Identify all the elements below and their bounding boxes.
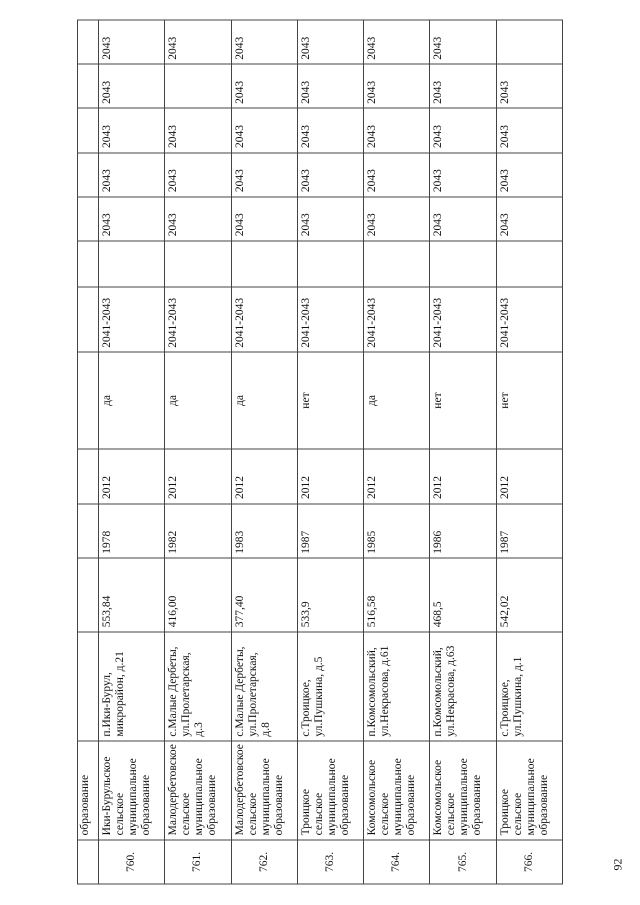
year-built-cell: 1978 [99,504,165,559]
year-col-5-cell [165,64,231,108]
area-cell: 377,40 [231,558,297,632]
table-body [78,20,563,884]
year-col-6-cell: 2043 [231,20,297,64]
table-row [231,20,297,884]
year-cell: 2012 [297,449,363,504]
period-cell: 2041-2043 [297,287,363,352]
year-col-4-cell: 2043 [99,108,165,152]
address-cell: п.Комсомольский, ул.Некрасова, д.63 [430,632,496,741]
municipality-cell: Троицкое сельское муниципальное образование [496,741,562,840]
period-cell: 2041-2043 [430,287,496,352]
table-row [165,20,231,884]
row-number: 764. [364,840,430,884]
area-cell: 516,58 [364,558,430,632]
year-col-4-cell: 2043 [430,108,496,152]
year-col-4-cell: 2043 [297,108,363,152]
address-cell: с.Малые Дербеты, ул.Пролетарская, д.3 [165,632,231,741]
year-col-2-cell: 2043 [231,197,297,241]
flag-cell: нет [496,352,562,449]
housing-table [77,20,563,885]
flag-cell: да [165,352,231,449]
year-cell: 2012 [99,449,165,504]
year-col-2-cell: 2043 [496,197,562,241]
year-col-4-cell: 2043 [496,108,562,152]
year-col-2-cell: 2043 [297,197,363,241]
year-col-2-cell: 2043 [165,197,231,241]
year-col-6-cell: 2043 [99,20,165,64]
year-built-cell: 1987 [496,504,562,559]
year-built-cell: 1987 [297,504,363,559]
year-col-1-cell [297,241,363,287]
year-col-1-cell [430,241,496,287]
year-col-4-cell: 2043 [364,108,430,152]
period-cell: 2041-2043 [496,287,562,352]
year-col-3-cell: 2043 [99,153,165,197]
municipality-cell: Малодербетовское сельское муниципальное образование [165,741,231,840]
table-row [297,20,363,884]
row-number: 760. [99,840,165,884]
year-col-5-cell: 2043 [496,64,562,108]
year-col-2-cell: 2043 [364,197,430,241]
year-col-6-cell: 2043 [297,20,363,64]
year-col-3-cell: 2043 [364,153,430,197]
year-col-6-cell: 2043 [165,20,231,64]
year-col-5-cell: 2043 [297,64,363,108]
year-col-3-cell: 2043 [430,153,496,197]
year-cell: 2012 [496,449,562,504]
page-number: 92 [610,858,625,871]
year-built-cell: 1985 [364,504,430,559]
year-built-cell: 1983 [231,504,297,559]
address-cell: с.Троицкое, ул.Пушкина, д.1 [496,632,562,741]
year-cell: 2012 [364,449,430,504]
year-col-5-cell: 2043 [231,64,297,108]
year-col-5-cell: 2043 [99,64,165,108]
year-cell: 2012 [430,449,496,504]
municipality-cell: Комсомольское сельское муниципальное образование [430,741,496,840]
row-number: 762. [231,840,297,884]
row-number: 761. [165,840,231,884]
area-cell: 533,9 [297,558,363,632]
rotated-page [77,20,563,885]
area-cell: 542,02 [496,558,562,632]
municipality-cell: Троицкое сельское муниципальное образование [297,741,363,840]
year-col-2-cell: 2043 [99,197,165,241]
municipality-cell: Комсомольское сельское муниципальное образование [364,741,430,840]
year-col-1-cell [99,241,165,287]
table-row [496,20,562,884]
municipality-cell: Ики-Бурульское сельское муниципальное образование [99,741,165,840]
year-col-1-cell [165,241,231,287]
flag-cell: да [231,352,297,449]
year-col-2-cell: 2043 [430,197,496,241]
year-col-1-cell [231,241,297,287]
table-row [99,20,165,884]
municipality-cell: Малодербетовское сельское муниципальное образование [231,741,297,840]
year-col-5-cell: 2043 [364,64,430,108]
continuation-num-cell [78,840,99,884]
area-cell: 468,5 [430,558,496,632]
continuation-cell: образование [78,741,99,840]
period-cell: 2041-2043 [231,287,297,352]
year-col-4-cell: 2043 [165,108,231,152]
address-cell: с.Малые Дербеты, ул.Пролетарская, д.8 [231,632,297,741]
year-col-1-cell [496,241,562,287]
table-row [364,20,430,884]
row-number: 763. [297,840,363,884]
year-col-3-cell: 2043 [496,153,562,197]
year-cell: 2012 [231,449,297,504]
period-cell: 2041-2043 [165,287,231,352]
year-col-1-cell [364,241,430,287]
year-built-cell: 1982 [165,504,231,559]
year-col-6-cell: 2043 [430,20,496,64]
table-row [430,20,496,884]
flag-cell: да [364,352,430,449]
flag-cell: нет [430,352,496,449]
year-cell: 2012 [165,449,231,504]
year-col-6-cell [496,20,562,64]
address-cell: с.Троицкое, ул.Пушкина, д.5 [297,632,363,741]
area-cell: 416,00 [165,558,231,632]
continuation-row [78,20,99,884]
year-col-4-cell: 2043 [231,108,297,152]
year-built-cell: 1986 [430,504,496,559]
year-col-5-cell: 2043 [430,64,496,108]
year-col-3-cell: 2043 [231,153,297,197]
address-cell: п.Ики-Бурул, микрорайон, д.21 [99,632,165,741]
row-number: 765. [430,840,496,884]
year-col-3-cell: 2043 [297,153,363,197]
area-cell: 553,84 [99,558,165,632]
address-cell: п.Комсомольский, ул.Некрасова, д.61 [364,632,430,741]
year-col-3-cell: 2043 [165,153,231,197]
flag-cell: нет [297,352,363,449]
period-cell: 2041-2043 [99,287,165,352]
period-cell: 2041-2043 [364,287,430,352]
row-number: 766. [496,840,562,884]
year-col-6-cell: 2043 [364,20,430,64]
flag-cell: да [99,352,165,449]
